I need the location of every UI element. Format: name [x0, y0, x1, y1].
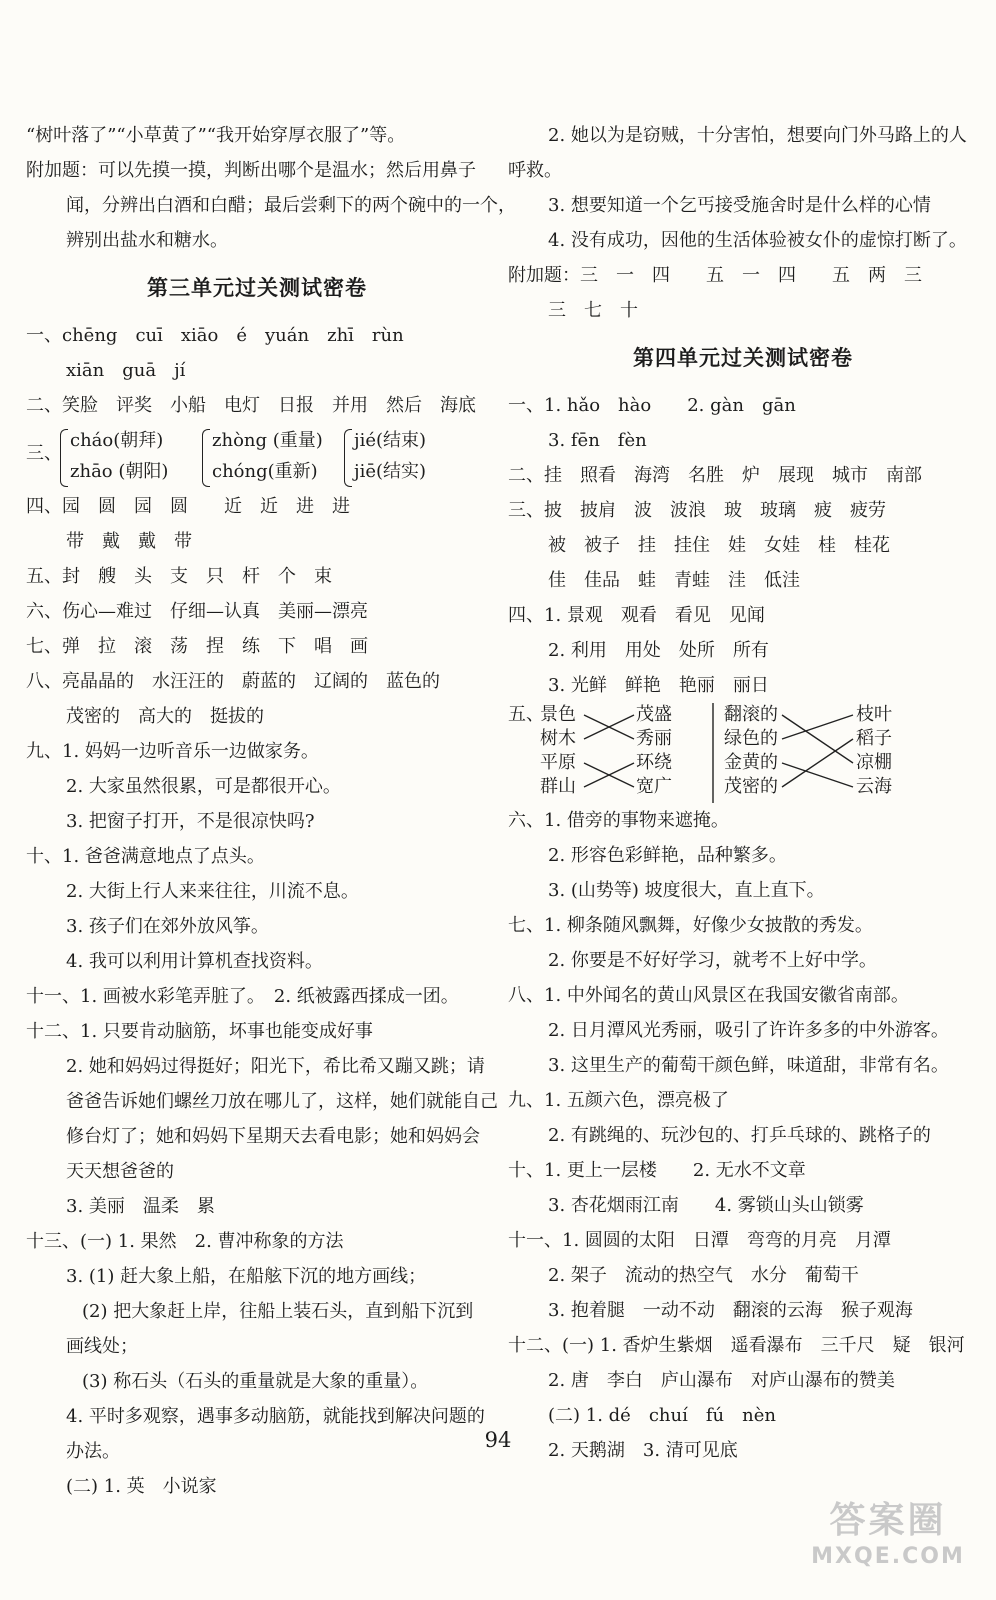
answer-q9: 九、1. 妈妈一边听音乐一边做家务。: [26, 741, 319, 762]
brace-group: [202, 425, 323, 487]
answer-q1: 一、chēng cuī xiāo é yuán zhī rùn: [26, 325, 404, 346]
answer-q12: 2. 唐 李白 庐山瀑布 对庐山瀑布的赞美: [548, 1370, 895, 1391]
text-line: 呼救。: [508, 160, 562, 181]
answer-q6: 2. 形容色彩鲜艳，品种繁多。: [548, 845, 787, 866]
answer-q12: 爸爸告诉她们螺丝刀放在哪儿了，这样，她们就能自己: [66, 1091, 498, 1112]
answer-q1: 一、1. hǎo hào 2. gàn gān: [508, 395, 796, 416]
answer-q12: 2. 天鹅湖 3. 清可见底: [548, 1440, 738, 1461]
text-line: 附加题：可以先摸一摸，判断出哪个是温水；然后用鼻子: [26, 160, 476, 181]
brace-item: jiē(结实): [354, 461, 427, 482]
watermark-url: MXQE.COM: [811, 1544, 965, 1569]
answer-q13: 3. (1) 赶大象上船，在船舷下沉的地方画线；: [66, 1266, 427, 1287]
answer-q2: 二、笑脸 评奖 小船 电灯 日报 并用 然后 海底: [26, 395, 476, 416]
answer-q13: (2) 把大象赶上岸，往船上装石头，直到船下沉到: [82, 1301, 474, 1322]
answer-q9: 2. 大家虽然很累，可是都很开心。: [66, 776, 341, 797]
answer-q12: 3. 美丽 温柔 累: [66, 1196, 215, 1217]
brace-group: [60, 425, 168, 487]
matching-diagram: [508, 703, 978, 803]
answer-q7: 七、1. 柳条随风飘舞，好像少女披散的秀发。: [508, 915, 873, 936]
answer-q10: 十、1. 爸爸满意地点了点头。: [26, 846, 265, 867]
text-line: 2. 她以为是窃贼，十分害怕，想要向门外马路上的人: [548, 125, 967, 146]
text-line: 辨别出盐水和糖水。: [66, 230, 228, 251]
answer-q11: 3. 抱着腿 一动不动 翻滚的云海 猴子观海: [548, 1300, 913, 1321]
match-word: 云海: [856, 776, 892, 797]
answer-q13: 4. 平时多观察，遇事多动脑筋，就能找到解决问题的: [66, 1406, 485, 1427]
text-line: 4. 没有成功，因他的生活体验被女仆的虚惊打断了。: [548, 230, 967, 251]
match-word: 茂盛: [636, 704, 672, 725]
match-word: 平原: [540, 752, 576, 773]
answer-q8: 3. 这里生产的葡萄干颜色鲜，味道甜，非常有名。: [548, 1055, 949, 1076]
text-line: 三 七 十: [548, 300, 638, 321]
text-line: 附加题：三 一 四 五 一 四 五 两 三: [508, 265, 922, 286]
answer-q12: 2. 她和妈妈过得挺好；阳光下，希比希又蹦又跳；请: [66, 1056, 485, 1077]
brace-item: cháo(朝拜): [70, 430, 164, 451]
brace-group: [344, 425, 426, 487]
answer-q5: 五、封 艘 头 支 只 杆 个 束: [26, 566, 332, 587]
answer-q3: 被 被子 挂 挂住 娃 女娃 桂 桂花: [548, 535, 890, 556]
text-line: “树叶落了”“小草黄了”“我开始穿厚衣服了”等。: [26, 125, 406, 146]
page-number: 94: [484, 1428, 512, 1452]
brace-icon: [202, 429, 210, 487]
brace-item: chóng(重新): [212, 461, 318, 482]
answer-q4: 3. 光鲜 鲜艳 艳丽 丽日: [548, 675, 769, 696]
answer-q4: 四、园 圆 园 圆 近 近 进 进: [26, 496, 350, 517]
answer-q12: (二) 1. dé chuí fú nèn: [548, 1405, 776, 1426]
answer-q10: 2. 大街上行人来来往往，川流不息。: [66, 881, 359, 902]
match-word: 群山: [540, 776, 576, 797]
answer-q7: 七、弹 拉 滚 荡 捏 练 下 唱 画: [26, 636, 368, 657]
match-word: 环绕: [636, 752, 672, 773]
answer-q13: (3) 称石头（石头的重量就是大象的重量）。: [82, 1371, 429, 1392]
brace-icon: [60, 429, 68, 487]
match-word: 稻子: [856, 728, 892, 749]
section-title-unit4: 第四单元过关测试密卷: [633, 346, 853, 370]
question-label: 三、: [26, 443, 62, 464]
brace-icon: [344, 429, 352, 487]
answer-q10: 4. 我可以利用计算机查找资料。: [66, 951, 323, 972]
match-word: 茂密的: [724, 776, 778, 797]
match-word: 树木: [540, 728, 576, 749]
answer-q8: 八、亮晶晶的 水汪汪的 蔚蓝的 辽阔的 蓝色的: [26, 671, 440, 692]
answer-q2: 二、挂 照看 海湾 名胜 炉 展现 城市 南部: [508, 465, 922, 486]
answer-q8: 2. 日月潭风光秀丽，吸引了许许多多的中外游客。: [548, 1020, 949, 1041]
text-line: 3. 想要知道一个乞丐接受施舍时是什么样的心情: [548, 195, 931, 216]
watermark-text: 答案圈: [829, 1500, 947, 1541]
answer-q4: 2. 利用 用处 处所 所有: [548, 640, 769, 661]
match-word: 宽广: [636, 776, 672, 797]
answer-q1: xiān guā jí: [66, 360, 186, 381]
answer-q1: 3. fēn fèn: [548, 430, 647, 451]
match-word: 翻滚的: [724, 704, 778, 725]
match-word: 秀丽: [636, 728, 672, 749]
answer-q12: 修台灯了；她和妈妈下星期天去看电影；她和妈妈会: [66, 1126, 480, 1147]
answer-q13: 办法。: [66, 1441, 120, 1462]
answer-q12: 十二、1. 只要肯动脑筋，坏事也能变成好事: [26, 1021, 373, 1042]
answer-q3: 三、披 披肩 波 波浪 玻 玻璃 疲 疲劳: [508, 500, 886, 521]
answer-q6: 六、伤心—难过 仔细—认真 美丽—漂亮: [26, 601, 368, 622]
answer-q11: 2. 架子 流动的热空气 水分 葡萄干: [548, 1265, 859, 1286]
match-word: 景色: [540, 704, 576, 725]
answer-q8: 八、1. 中外闻名的黄山风景区在我国安徽省南部。: [508, 985, 909, 1006]
answer-q8: 茂密的 高大的 挺拔的: [66, 706, 264, 727]
brace-item: zhòng (重量): [212, 430, 323, 451]
answer-q6: 3. (山势等) 坡度很大，直上直下。: [548, 880, 825, 901]
answer-q13: 十三、(一) 1. 果然 2. 曹冲称象的方法: [26, 1231, 344, 1252]
question-label: 五、: [508, 704, 544, 725]
match-word: 绿色的: [724, 728, 778, 749]
match-word: 枝叶: [856, 704, 892, 725]
answer-q9: 2. 有跳绳的、玩沙包的、打乒乓球的、跳格子的: [548, 1125, 931, 1146]
answer-q13: (二) 1. 英 小说家: [66, 1476, 217, 1497]
text-line: 闻，分辨出白酒和白醋；最后尝剩下的两个碗中的一个，: [66, 195, 516, 216]
match-word: 凉棚: [856, 752, 892, 773]
answer-q13: 画线处；: [66, 1336, 138, 1357]
answer-q10: 3. 孩子们在郊外放风筝。: [66, 916, 269, 937]
match-word: 金黄的: [724, 752, 778, 773]
brace-item: jié(结束): [354, 430, 427, 451]
answer-q10: 十、1. 更上一层楼 2. 无水不文章: [508, 1160, 806, 1181]
answer-q9: 3. 把窗子打开，不是很凉快吗?: [66, 811, 315, 832]
section-title-unit3: 第三单元过关测试密卷: [147, 276, 367, 300]
answer-q12: 天天想爸爸的: [66, 1161, 174, 1182]
answer-q4: 带 戴 戴 带: [66, 531, 192, 552]
answer-q4: 四、1. 景观 观看 看见 见闻: [508, 605, 765, 626]
answer-q11: 十一、1. 画被水彩笔弄脏了。 2. 纸被露西揉成一团。: [26, 986, 459, 1007]
answer-q6: 六、1. 借旁的事物来遮掩。: [508, 810, 729, 831]
answer-q12: 十二、(一) 1. 香炉生紫烟 遥看瀑布 三千尺 疑 银河: [508, 1335, 965, 1356]
answer-q3: 佳 佳品 蛙 青蛙 洼 低洼: [548, 570, 800, 591]
answer-q10: 3. 杏花烟雨江南 4. 雾锁山头山锁雾: [548, 1195, 864, 1216]
brace-item: zhāo (朝阳): [70, 461, 169, 482]
answer-q9: 九、1. 五颜六色，漂亮极了: [508, 1090, 729, 1111]
watermark-logo: [798, 1498, 978, 1578]
answer-q11: 十一、1. 圆圆的太阳 日潭 弯弯的月亮 月潭: [508, 1230, 891, 1251]
right-column: [508, 118, 978, 1468]
answer-q3: [26, 423, 488, 489]
answer-q7: 2. 你要是不好好学习，就考不上好中学。: [548, 950, 877, 971]
